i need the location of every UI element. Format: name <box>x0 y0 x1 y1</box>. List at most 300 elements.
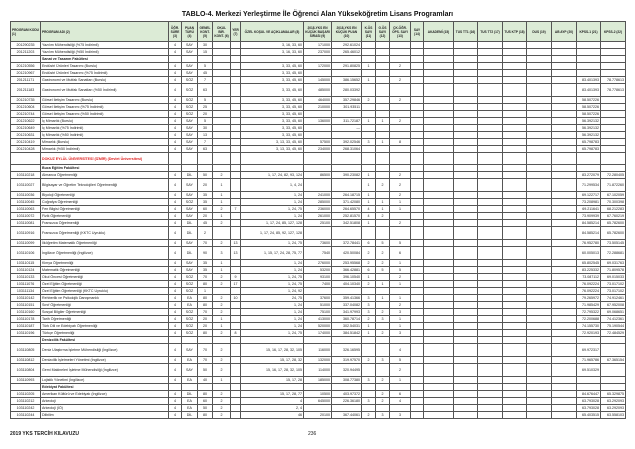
table-cell <box>527 344 552 357</box>
table-cell <box>231 267 241 274</box>
table-cell <box>376 192 390 199</box>
table-cell <box>454 309 478 316</box>
table-cell: 3, 33, 45, 60 <box>241 70 304 77</box>
table-cell <box>304 405 332 412</box>
table-cell: 72.920193 <box>577 330 601 337</box>
table-cell: 76.092224 <box>577 281 601 288</box>
table-cell <box>454 412 478 419</box>
table-cell: 285000 <box>304 199 332 206</box>
table-cell: 372.78441 <box>332 240 362 247</box>
table-cell: 70 <box>198 240 213 247</box>
table-cell <box>552 364 577 377</box>
table-cell <box>503 118 527 125</box>
table-cell: 24, 75 <box>241 295 304 302</box>
table-cell: 2 <box>390 302 411 309</box>
table-cell <box>577 165 601 172</box>
table-cell: 1 <box>376 139 390 146</box>
table-cell <box>503 42 527 49</box>
column-header: ÖĞR. SÜRE (3) <box>169 22 182 42</box>
table-cell <box>231 260 241 267</box>
table-cell: 1 <box>390 316 411 323</box>
table-cell <box>454 240 478 247</box>
table-cell <box>376 227 390 240</box>
table-cell: 71.965786 <box>577 357 601 364</box>
table-cell: 116000 <box>304 344 332 357</box>
table-cell <box>478 70 503 77</box>
table-row <box>11 84 626 97</box>
table-cell <box>577 377 601 384</box>
program-name: İç Mimarlık (%50 İndirimli) <box>41 132 169 139</box>
table-cell: 4 <box>169 240 182 247</box>
column-header: TUS TT1 (16) <box>454 22 478 42</box>
table-cell: 69.031763 <box>601 260 626 267</box>
table-cell <box>390 288 411 295</box>
program-code: 103110142 <box>11 295 41 302</box>
column-header: ÖZEL KOŞUL VE AÇIKLAMALAR (8) <box>241 22 304 42</box>
table-cell: 63.793028 <box>577 405 601 412</box>
table-cell <box>362 132 376 139</box>
table-cell: 3, 33, 45, 60 <box>241 104 304 111</box>
table-cell: 1 <box>213 179 231 192</box>
table-cell <box>552 316 577 323</box>
table-cell: 320.94495 <box>332 364 362 377</box>
table-cell <box>503 405 527 412</box>
program-code: 201210735 <box>11 97 41 104</box>
table-cell <box>376 288 390 295</box>
table-row <box>11 247 626 260</box>
table-cell <box>503 97 527 104</box>
column-header: PROGRAM ADI (2) <box>41 22 169 42</box>
table-cell <box>390 56 411 63</box>
table-cell <box>454 118 478 125</box>
table-cell <box>376 337 390 344</box>
table-cell: SÖZ <box>182 199 198 206</box>
table-cell: 63.292093 <box>601 398 626 405</box>
table-cell: 45 <box>198 70 213 77</box>
program-name: Tarih Öğretmenliği <box>41 316 169 323</box>
table-cell <box>527 260 552 267</box>
table-cell <box>424 227 454 240</box>
table-cell: 4 <box>169 125 182 132</box>
table-cell: 1, 24, 75 <box>241 330 304 337</box>
table-cell: 71.872260 <box>601 179 626 192</box>
table-cell: 70 <box>198 344 213 357</box>
table-cell <box>362 364 376 377</box>
program-code: 103110133 <box>11 274 41 281</box>
table-cell <box>503 267 527 274</box>
table-cell <box>182 165 198 172</box>
table-cell <box>376 56 390 63</box>
table-cell: SÖZ <box>182 316 198 323</box>
table-cell <box>424 295 454 302</box>
table-cell: 413000 <box>304 316 332 323</box>
table-cell <box>304 384 332 391</box>
table-cell: SAY <box>182 364 198 377</box>
table-cell <box>213 227 231 240</box>
table-cell <box>198 153 213 165</box>
table-cell <box>376 42 390 49</box>
table-cell <box>411 405 424 412</box>
table-cell <box>552 192 577 199</box>
program-name: Fizik Öğretmenliği <box>41 213 169 220</box>
table-cell <box>411 42 424 49</box>
table-cell <box>503 125 527 132</box>
program-name: Yazılım Mühendisliği (%50 İndirimli) <box>41 49 169 56</box>
table-cell: 2 <box>390 274 411 281</box>
table-cell: 83.225332 <box>577 267 601 274</box>
table-cell: 15, 16, 17, 28, 32, 105 <box>241 344 304 357</box>
table-cell <box>552 97 577 104</box>
table-cell: 4 <box>169 206 182 213</box>
program-code: 103110045 <box>11 199 41 206</box>
faculty-name: Sanat ve Tasarım Fakültesi <box>41 56 169 63</box>
table-cell: SÖZ <box>182 309 198 316</box>
table-row <box>11 132 626 139</box>
table-cell <box>552 179 577 192</box>
table-cell: EA <box>182 377 198 384</box>
table-cell <box>478 357 503 364</box>
table-cell <box>231 118 241 125</box>
table-cell <box>478 104 503 111</box>
table-cell <box>503 132 527 139</box>
table-cell: 1 <box>390 281 411 288</box>
table-cell: 65.798783 <box>577 139 601 146</box>
table-cell: 1 <box>213 192 231 199</box>
program-code: 103110178 <box>11 316 41 323</box>
table-cell: SAY <box>182 179 198 192</box>
table-cell: 73.087112 <box>577 274 601 281</box>
table-cell: 4 <box>169 227 182 240</box>
table-cell <box>601 125 626 132</box>
table-cell <box>424 337 454 344</box>
table-cell <box>390 84 411 97</box>
table-cell <box>478 63 503 70</box>
table-cell: 4 <box>169 49 182 56</box>
table-cell: 72.795322 <box>577 309 601 316</box>
table-cell: DİL <box>182 391 198 398</box>
table-cell: 57500 <box>304 139 332 146</box>
table-cell <box>411 49 424 56</box>
program-name: Yazılım Mühendisliği (%75 İndirimli) <box>41 42 169 49</box>
table-cell <box>390 153 411 165</box>
table-cell: 5 <box>376 240 390 247</box>
column-header: TUS TT2 (17) <box>478 22 503 42</box>
table-cell <box>503 104 527 111</box>
table-cell <box>169 384 182 391</box>
table-cell <box>411 357 424 364</box>
table-cell <box>332 165 362 172</box>
table-cell: 241000 <box>304 192 332 199</box>
table-cell: 261000 <box>304 213 332 220</box>
program-code: 103110205 <box>11 391 41 398</box>
table-row <box>11 260 626 267</box>
table-cell <box>527 165 552 172</box>
table-cell <box>362 165 376 172</box>
table-cell <box>478 213 503 220</box>
table-cell: 53200 <box>304 267 332 274</box>
table-cell: 2 <box>213 172 231 179</box>
table-row <box>11 97 626 104</box>
table-cell <box>503 295 527 302</box>
table-cell <box>169 153 182 165</box>
table-cell: 3 <box>213 247 231 260</box>
table-cell <box>376 97 390 104</box>
table-cell <box>376 70 390 77</box>
table-cell: 4 <box>169 405 182 412</box>
table-cell <box>362 56 376 63</box>
table-cell <box>454 49 478 56</box>
table-cell: 357.29846 <box>332 97 362 104</box>
table-cell <box>231 412 241 419</box>
table-cell: 15 <box>198 49 213 56</box>
table-row <box>11 412 626 419</box>
program-code: 103110212 <box>11 398 41 405</box>
table-cell <box>213 77 231 84</box>
table-cell: 1, 24 <box>241 302 304 309</box>
table-cell <box>390 227 411 240</box>
table-cell: 84.676447 <box>577 391 601 398</box>
table-cell: 2 <box>213 220 231 227</box>
table-cell <box>213 132 231 139</box>
table-cell <box>376 220 390 227</box>
table-cell <box>332 227 362 240</box>
program-name: Rehberlik ve Psikolojik Danışmanlık <box>41 295 169 302</box>
table-cell <box>601 377 626 384</box>
table-cell: 2 <box>213 206 231 213</box>
table-cell: 2 <box>213 240 231 247</box>
table-cell <box>231 337 241 344</box>
table-cell <box>198 165 213 172</box>
footer-guide-title: 2019 YKS TERCİH KILAVUZU <box>10 431 79 437</box>
table-cell: SAY <box>182 70 198 77</box>
table-cell <box>454 220 478 227</box>
table-cell <box>424 220 454 227</box>
table-row <box>11 111 626 118</box>
table-cell <box>241 56 304 63</box>
table-row <box>11 295 626 302</box>
table-cell <box>527 295 552 302</box>
table-cell <box>527 323 552 330</box>
table-cell: 2 <box>362 97 376 104</box>
table-cell: SAY <box>182 139 198 146</box>
table-cell: 1 <box>376 199 390 206</box>
table-cell: 13 <box>231 240 241 247</box>
table-cell: 73.505145 <box>601 240 626 247</box>
table-cell <box>424 206 454 213</box>
table-cell <box>424 118 454 125</box>
table-cell <box>231 139 241 146</box>
table-cell <box>213 125 231 132</box>
table-cell: 78.778613 <box>601 77 626 84</box>
table-cell <box>601 364 626 377</box>
table-cell: 73.017102 <box>601 281 626 288</box>
table-cell: 10500 <box>304 391 332 398</box>
table-cell <box>332 384 362 391</box>
table-cell <box>552 398 577 405</box>
table-row <box>11 63 626 70</box>
table-row <box>11 281 626 288</box>
table-cell <box>304 288 332 295</box>
program-name: Arkeoloji (İÖ) <box>41 405 169 412</box>
table-cell: 3, 33, 45, 60 <box>241 125 304 132</box>
table-cell <box>503 84 527 97</box>
table-cell <box>424 377 454 384</box>
table-row <box>11 42 626 49</box>
table-cell: 15, 17, 28, 32 <box>241 357 304 364</box>
table-cell <box>503 302 527 309</box>
table-cell <box>390 125 411 132</box>
table-cell <box>478 323 503 330</box>
table-cell <box>454 295 478 302</box>
table-cell <box>390 213 411 220</box>
table-cell <box>552 281 577 288</box>
table-cell: 3 <box>362 309 376 316</box>
table-cell <box>231 344 241 357</box>
table-cell <box>362 153 376 165</box>
table-cell <box>213 165 231 172</box>
table-cell: EA <box>182 302 198 309</box>
table-cell: 72.200688 <box>577 316 601 323</box>
program-code: 201211171 <box>11 77 41 84</box>
table-cell: 1 <box>213 323 231 330</box>
table-cell <box>503 56 527 63</box>
table-cell: 4 <box>169 213 182 220</box>
table-cell: 10 <box>231 295 241 302</box>
table-cell <box>503 63 527 70</box>
table-cell: 1 <box>362 172 376 179</box>
table-cell <box>552 63 577 70</box>
table-cell: 2 <box>213 391 231 398</box>
table-cell <box>577 70 601 77</box>
table-cell <box>552 199 577 206</box>
table-cell <box>213 288 231 295</box>
program-code: 103110124 <box>11 267 41 274</box>
program-code: 103110081 <box>11 220 41 227</box>
table-cell <box>577 384 601 391</box>
table-cell <box>411 398 424 405</box>
table-cell: 302.54031 <box>332 323 362 330</box>
table-cell <box>478 125 503 132</box>
program-code: 103110187 <box>11 323 41 330</box>
table-cell <box>390 70 411 77</box>
table-cell: 1, 24, 75 <box>241 240 304 247</box>
table-cell: 20100 <box>304 412 332 419</box>
table-cell <box>478 384 503 391</box>
table-cell: 4 <box>169 179 182 192</box>
table-cell <box>424 42 454 49</box>
table-cell <box>362 111 376 118</box>
table-cell <box>231 77 241 84</box>
table-cell <box>527 172 552 179</box>
table-cell: 60 <box>198 206 213 213</box>
table-cell: 5 <box>198 63 213 70</box>
table-cell: 2 <box>213 405 231 412</box>
table-cell <box>411 56 424 63</box>
table-cell <box>552 146 577 153</box>
table-cell: 90 <box>198 247 213 260</box>
table-cell <box>454 165 478 172</box>
table-cell <box>454 398 478 405</box>
table-cell <box>362 384 376 391</box>
table-cell: 50 <box>198 405 213 412</box>
table-cell <box>552 309 577 316</box>
table-cell <box>231 199 241 206</box>
table-cell: 84.585214 <box>577 227 601 240</box>
table-cell: 15, 17, 28 <box>241 377 304 384</box>
table-cell <box>503 364 527 377</box>
table-cell: 253.95568 <box>332 260 362 267</box>
table-cell <box>503 70 527 77</box>
table-cell: 4 <box>169 364 182 377</box>
table-cell: 35 <box>198 260 213 267</box>
table-cell: 4 <box>169 323 182 330</box>
table-cell <box>411 111 424 118</box>
table-cell <box>552 260 577 267</box>
table-cell: SAY <box>182 192 198 199</box>
table-cell <box>362 405 376 412</box>
program-code: 103110160 <box>11 309 41 316</box>
table-cell <box>231 70 241 77</box>
table-cell <box>503 337 527 344</box>
table-row <box>11 227 626 240</box>
table-cell: 136000 <box>304 118 332 125</box>
table-cell <box>241 384 304 391</box>
table-cell: 74.912461 <box>601 295 626 302</box>
table-row <box>11 70 626 77</box>
program-name: Deniz Ulaştırma İşletme Mühendisliği (İngilizce) <box>41 344 169 357</box>
column-header: 2018-YKS EN KÜÇÜK PUAN (10) <box>332 22 362 42</box>
table-cell: 1 <box>362 199 376 206</box>
table-cell <box>478 139 503 146</box>
faculty-row <box>11 384 626 391</box>
table-cell: 58.507226 <box>577 97 601 104</box>
table-row <box>11 377 626 384</box>
table-cell: 13 <box>198 132 213 139</box>
table-cell <box>213 384 231 391</box>
table-cell: 1, 24 <box>241 213 304 220</box>
table-cell <box>390 384 411 391</box>
table-cell: 73.909939 <box>577 213 601 220</box>
university-name: DOKUZ EYLÜL ÜNİVERSİTESİ (İZMİR) (Devlet Üniversitesi) <box>41 153 169 165</box>
table-row <box>11 391 626 398</box>
table-cell <box>424 309 454 316</box>
table-cell <box>362 288 376 295</box>
table-cell: 63 <box>198 146 213 153</box>
table-cell <box>503 344 527 357</box>
table-cell <box>411 384 424 391</box>
table-cell: 4 <box>169 274 182 281</box>
table-cell <box>552 153 577 165</box>
table-cell: 58.507226 <box>577 104 601 111</box>
table-cell: 9 <box>231 274 241 281</box>
program-name: Kimya Öğretmenliği <box>41 260 169 267</box>
table-cell <box>376 77 390 84</box>
table-cell <box>390 337 411 344</box>
program-name: Mimarlık (%50 İndirimli) <box>41 146 169 153</box>
table-cell <box>527 330 552 337</box>
table-cell: 311.72187 <box>332 118 362 125</box>
table-cell <box>552 405 577 412</box>
table-cell <box>411 84 424 97</box>
table-row <box>11 192 626 199</box>
table-cell <box>231 84 241 97</box>
table-cell <box>454 125 478 132</box>
table-cell <box>478 364 503 377</box>
table-cell: 5 <box>390 267 411 274</box>
table-cell <box>552 49 577 56</box>
program-code: 103110812 <box>11 357 41 364</box>
table-cell: 3 <box>390 412 411 419</box>
